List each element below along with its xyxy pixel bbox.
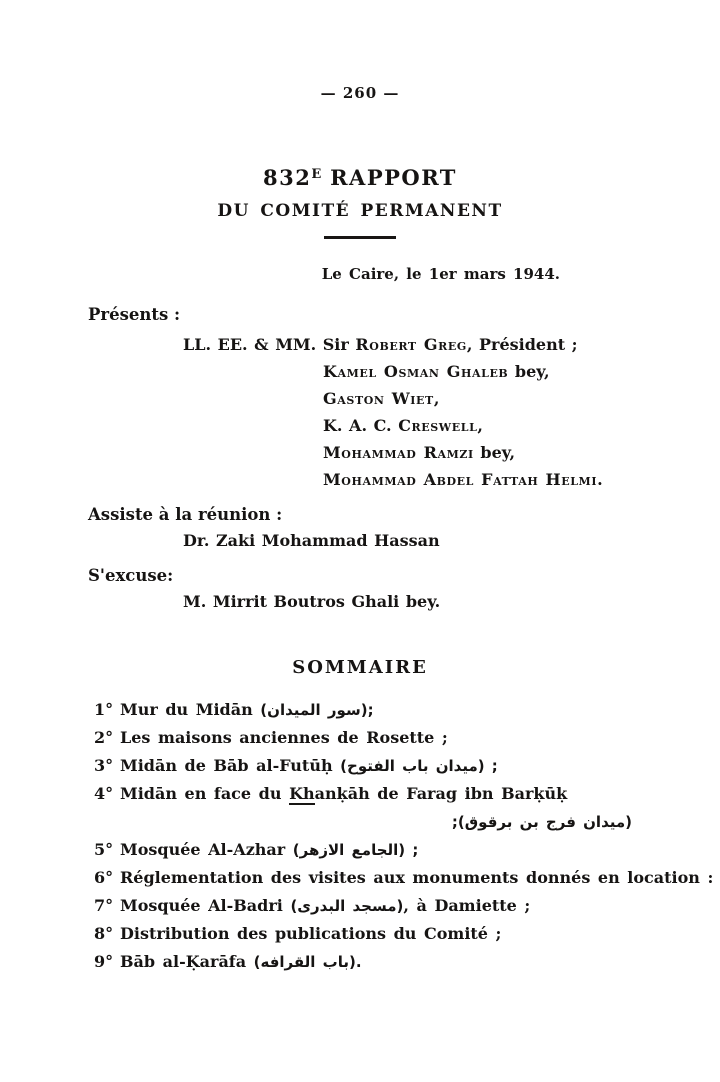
report-number: 832 <box>263 165 312 190</box>
member-line <box>323 439 632 466</box>
item-text: Distribution des publications du Comité ; <box>120 924 502 943</box>
member-suffix: , <box>477 416 483 435</box>
member-suffix: , <box>433 389 440 408</box>
report-title <box>88 163 632 190</box>
item-number: 9° <box>94 952 114 971</box>
member-name: Mohammad Ramzi <box>323 443 474 462</box>
item-number: 4° <box>94 784 114 803</box>
report-subtitle: DU COMITÉ PERMANENT <box>217 201 503 221</box>
member-name: Mohammad Abdel Fattah Helmi <box>323 470 598 489</box>
sommaire-item-6 <box>88 864 714 892</box>
member-prefix: K. A. C. <box>323 416 399 435</box>
assiste-label: Assiste à la réunion : <box>88 505 283 524</box>
item-text: Mosquée Al-Azhar <box>120 840 293 859</box>
member-line <box>323 466 632 493</box>
sommaire-item-7 <box>88 892 632 920</box>
underlined-digraph: Kh <box>289 784 315 803</box>
item-text: Mosquée Al-Badri <box>120 896 291 915</box>
sommaire-list <box>88 696 714 976</box>
item-number: 8° <box>94 924 114 943</box>
item-text: , à Damiette ; <box>403 896 531 915</box>
sommaire-item-4 <box>88 780 632 808</box>
title-rule <box>324 236 396 239</box>
member-name: Robert Greg <box>355 335 467 354</box>
item-text: Midān en face du <box>120 784 290 803</box>
report-title-text: RAPPORT <box>321 165 457 190</box>
member-line <box>323 358 632 385</box>
report-number-ordinal: E <box>311 167 322 182</box>
item-number: 3° <box>94 756 114 775</box>
excuse-label: S'excuse: <box>88 566 174 585</box>
arabic-text: (ميدان فرج بن برقوق); <box>451 813 632 831</box>
item-text: Bāb al-Ḳarāfa <box>120 952 254 971</box>
item-text: Midān de Bāb al-Futūḥ <box>120 756 341 775</box>
member-name: Creswell <box>398 416 478 435</box>
item-text: Les maisons anciennes de Rosette ; <box>120 728 448 747</box>
sommaire-item-1 <box>88 696 632 724</box>
arabic-text: (مسجد البدرى) <box>290 897 404 915</box>
member-suffix: bey, <box>473 443 516 462</box>
member-line <box>183 331 632 358</box>
arabic-text: (سور الميدان); <box>260 701 374 719</box>
member-name: Kamel Osman Ghaleb <box>323 362 509 381</box>
item-number: 6° <box>94 868 114 887</box>
assiste-name: Dr. Zaki Mohammad Hassan <box>183 531 440 550</box>
member-suffix: bey, <box>508 362 550 381</box>
sommaire-item-8 <box>88 920 632 948</box>
sommaire-item-2 <box>88 724 632 752</box>
item-number: 2° <box>94 728 114 747</box>
item-text: Mur du Midān <box>120 700 261 719</box>
member-prefix: LL. EE. & MM. Sir <box>183 335 356 354</box>
member-suffix: , Président ; <box>466 335 578 354</box>
item-number: 5° <box>94 840 114 859</box>
member-name: Gaston Wiet <box>323 389 434 408</box>
sommaire-item-3 <box>88 752 632 780</box>
sommaire-item-9 <box>88 948 632 976</box>
excuse-name: M. Mirrit Boutros Ghali bey. <box>183 592 441 611</box>
sommaire-item-5 <box>88 836 632 864</box>
sommaire-title: SOMMAIRE <box>292 657 428 678</box>
member-line <box>323 412 632 439</box>
sommaire-item-4-arabic <box>88 808 632 836</box>
item-number: 1° <box>94 700 114 719</box>
item-text: Réglementation des visites aux monuments donnés en location : <box>120 868 714 887</box>
item-number: 7° <box>94 896 114 915</box>
item-text: anḳāh de Farag ibn Barḳūḳ <box>314 784 568 803</box>
member-suffix: . <box>597 470 603 489</box>
presents-label: Présents : <box>88 305 181 324</box>
dateline: Le Caire, le 1er mars 1944. <box>321 265 560 283</box>
members-list <box>88 331 632 493</box>
member-line <box>323 385 632 412</box>
arabic-text: (باب القرافه). <box>253 953 362 971</box>
page-number: — 260 — <box>320 84 400 102</box>
arabic-text: (ميدان باب الفتوح) ; <box>340 757 498 775</box>
arabic-text: (الجامع الازهر) ; <box>292 841 419 859</box>
